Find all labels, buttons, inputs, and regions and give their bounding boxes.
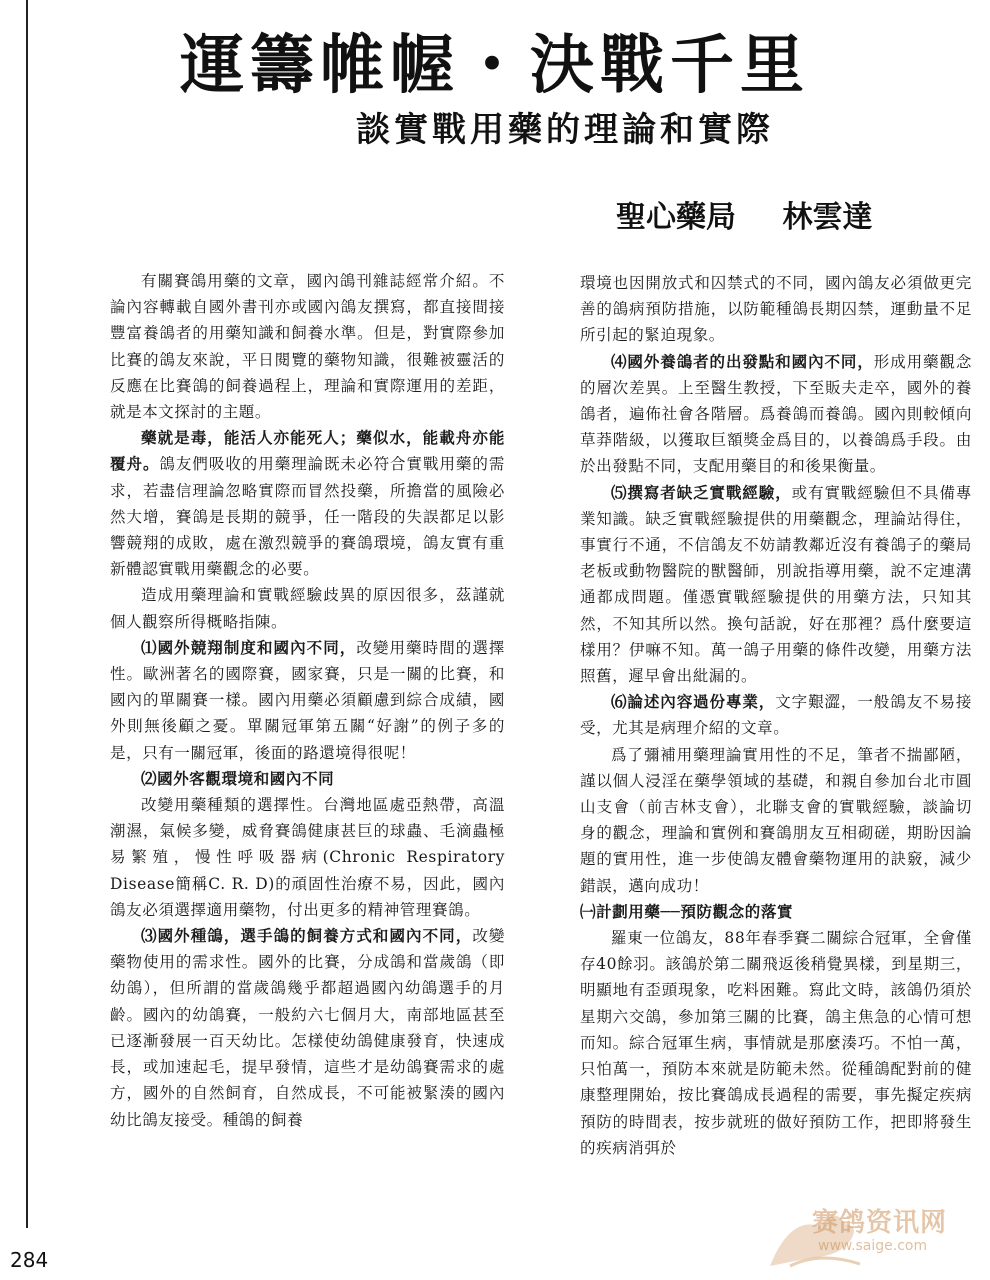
point-heading: ⑶國外種鴿，選手鴿的飼養方式和國內不同， — [141, 926, 473, 946]
point-heading: ⑴國外競翔制度和國內不同， — [141, 637, 357, 657]
watermark-url[interactable]: www.saige.com — [818, 1238, 928, 1254]
author-name: 林雲達 — [782, 200, 873, 235]
page-number: 284 — [10, 1248, 49, 1272]
margin-rule — [26, 0, 28, 1228]
watermark-text: 赛鸽资讯网 — [812, 1208, 948, 1238]
author-organization: 聖心藥局 — [616, 200, 736, 235]
paragraph — [110, 923, 505, 1133]
paragraph: 造成用藥理論和實戰經驗歧異的原因很多，茲謹就個人觀察所得概略指陳。 — [110, 586, 505, 631]
article-title: 運籌帷幄・決戰千里 — [180, 28, 810, 103]
paragraph — [580, 480, 972, 690]
point-heading: ⑸撰寫者缺乏實戰經驗， — [611, 482, 792, 502]
author-line — [616, 192, 872, 236]
right-column — [580, 270, 972, 1161]
paragraph — [580, 349, 972, 480]
section-heading: ㈠計劃用藥──預防觀念的落實 — [580, 901, 794, 921]
paragraph — [110, 635, 505, 766]
paragraph-text: 形成用藥觀念的層次差異。上至醫生教授，下至販夫走卒，國外的養鴿者，遍佈社會各階層。爲養鴿而養鴿。國內則較傾向草莽階級，以獲取巨額獎金爲目的，以養鴿爲手段。由於出發點不同，支配用藥目的和後果衡量。 — [580, 352, 972, 476]
paragraph — [580, 689, 972, 741]
paragraph: 羅東一位鴿友，88年春季賽二關綜合冠軍，全會僅存40餘羽。該鴿於第二關飛返後稍覺異樣，到星期三，明顯地有歪頭現象，吃料困難。寫此文時，該鴿仍須於星期六交鴿，參加第三關的比賽，鴿主焦急的心情可想而知。綜合冠軍生病，事情就是那麼湊巧。不怕一萬，只怕萬一，預防本來就是防範未然。從種鴿配對前的健康整理開始，按比賽鴿成長過程的需要，事先擬定疾病預防的時間表，按步就班的做好預防工作，把即將發生的疾病消弭於 — [580, 929, 972, 1157]
paragraph — [110, 425, 505, 582]
paragraph: 有關賽鴿用藥的文章，國內鴿刊雜誌經常介紹。不論內容轉載自國外書刊亦或國內鴿友撰寫，都直接間接豐富養鴿者的用藥知識和飼養水準。但是，對實際參加比賽的鴿友來說，平日閱覽的藥物知識，很難被靈活的反應在比賽鴿的飼養過程上，理論和實際運用的差距，就是本文探討的主題。 — [110, 272, 505, 422]
paragraph-text: 鴿友們吸收的用藥理論既未必符合實戰用藥的需求，若盡信理論忽略實際而冒然投藥，所擔當的風險必然大增，賽鴿是長期的競爭，任一階段的失誤都足以影響競翔的成敗，處在激烈競爭的賽鴿環境，鴿友實有重新體認實戰用藥觀念的必要。 — [110, 455, 505, 579]
paragraph: 改變用藥種類的選擇性。台灣地區處亞熱帶，高溫潮濕，氣候多變，威脅賽鴿健康甚巨的球蟲、毛滴蟲極易繁殖，慢性呼吸器病(Chronic Respiratory Disease簡稱C. R. D)的頑固性治療不易，因此，國內鴿友必須選擇適用藥物，付出更多的精神管理賽鴿。 — [110, 796, 505, 919]
point-heading: ⑵國外客觀環境和國內不同 — [141, 768, 335, 788]
paragraph: 爲了彌補用藥理論實用性的不足，筆者不揣鄙陋，謹以個人浸淫在藥學領域的基礎，和親自參加台北市圓山支會（前吉林支會），北聯支會的實戰經驗，談論切身的觀念，理論和實例和賽鴿朋友互相砌磋，期盼因論題的實用性，進一步使鴿友體會藥物運用的訣竅，減少錯誤，邁向成功！ — [580, 745, 972, 895]
paragraph: 環境也因開放式和囚禁式的不同，國內鴿友必須做更完善的鴿病預防措施，以防範種鴿長期囚禁，運動量不足所引起的緊迫現象。 — [580, 274, 972, 345]
article-subtitle: 談實戰用藥的理論和實際 — [356, 110, 774, 150]
paragraph-text: 改變藥物使用的需求性。國外的比賽，分成鴿和當歲鴿（即幼鴿），但所謂的當歲鴿幾乎都超過國內幼鴿選手的月齡。國內的幼鴿賽，一般約六七個月大，南部地區甚至已逐漸發展一百天幼比。怎樣使幼鴿健康發育，快速成長，或加速起毛，提早發情，這些才是幼鴿賽需求的處方，國外的自然飼育，自然成長，不可能被緊湊的國內幼比鴿友接受。種鴿的飼養 — [110, 927, 505, 1129]
paragraph-text: 改變用藥時間的選擇性。歐洲著名的國際賽，國家賽，只是一關的比賽，和國內的單關賽一樣。國內用藥必須顧慮到綜合成績，國外則無後顧之憂。單關冠軍第五關“好謝”的例子多的是，只有一關冠軍，後面的路還境得很呢！ — [110, 638, 505, 762]
left-column — [110, 268, 505, 1133]
paragraph-text: 文字艱澀，一般鴿友不易接受，尤其是病理介紹的文章。 — [580, 693, 972, 738]
paragraph-text: 或有實戰經驗但不具備專業知識。缺乏實戰經驗提供的用藥觀念，理論站得住，事實行不通，不信鴿友不妨請教鄰近沒有養鴿子的藥局老板或動物醫院的獸醫師，別說指導用藥，說不定連溝通都成問題。僅憑實戰經驗提供的用藥方法，只知其然，不知其所以然。換句話說，好在那裡？爲什麼要這樣用？伊嘛不知。萬一鴿子用藥的條件改變，用藥方法照舊，遲早會出紕漏的。 — [580, 483, 972, 686]
point-heading: ⑹論述內容過份專業， — [611, 692, 776, 712]
point-heading: ⑷國外養鴿者的出發點和國內不同， — [611, 351, 874, 371]
emphasis-text: 藥就是毒，能活人亦能死人；藥似水，能載舟亦能覆舟。 — [110, 428, 505, 474]
